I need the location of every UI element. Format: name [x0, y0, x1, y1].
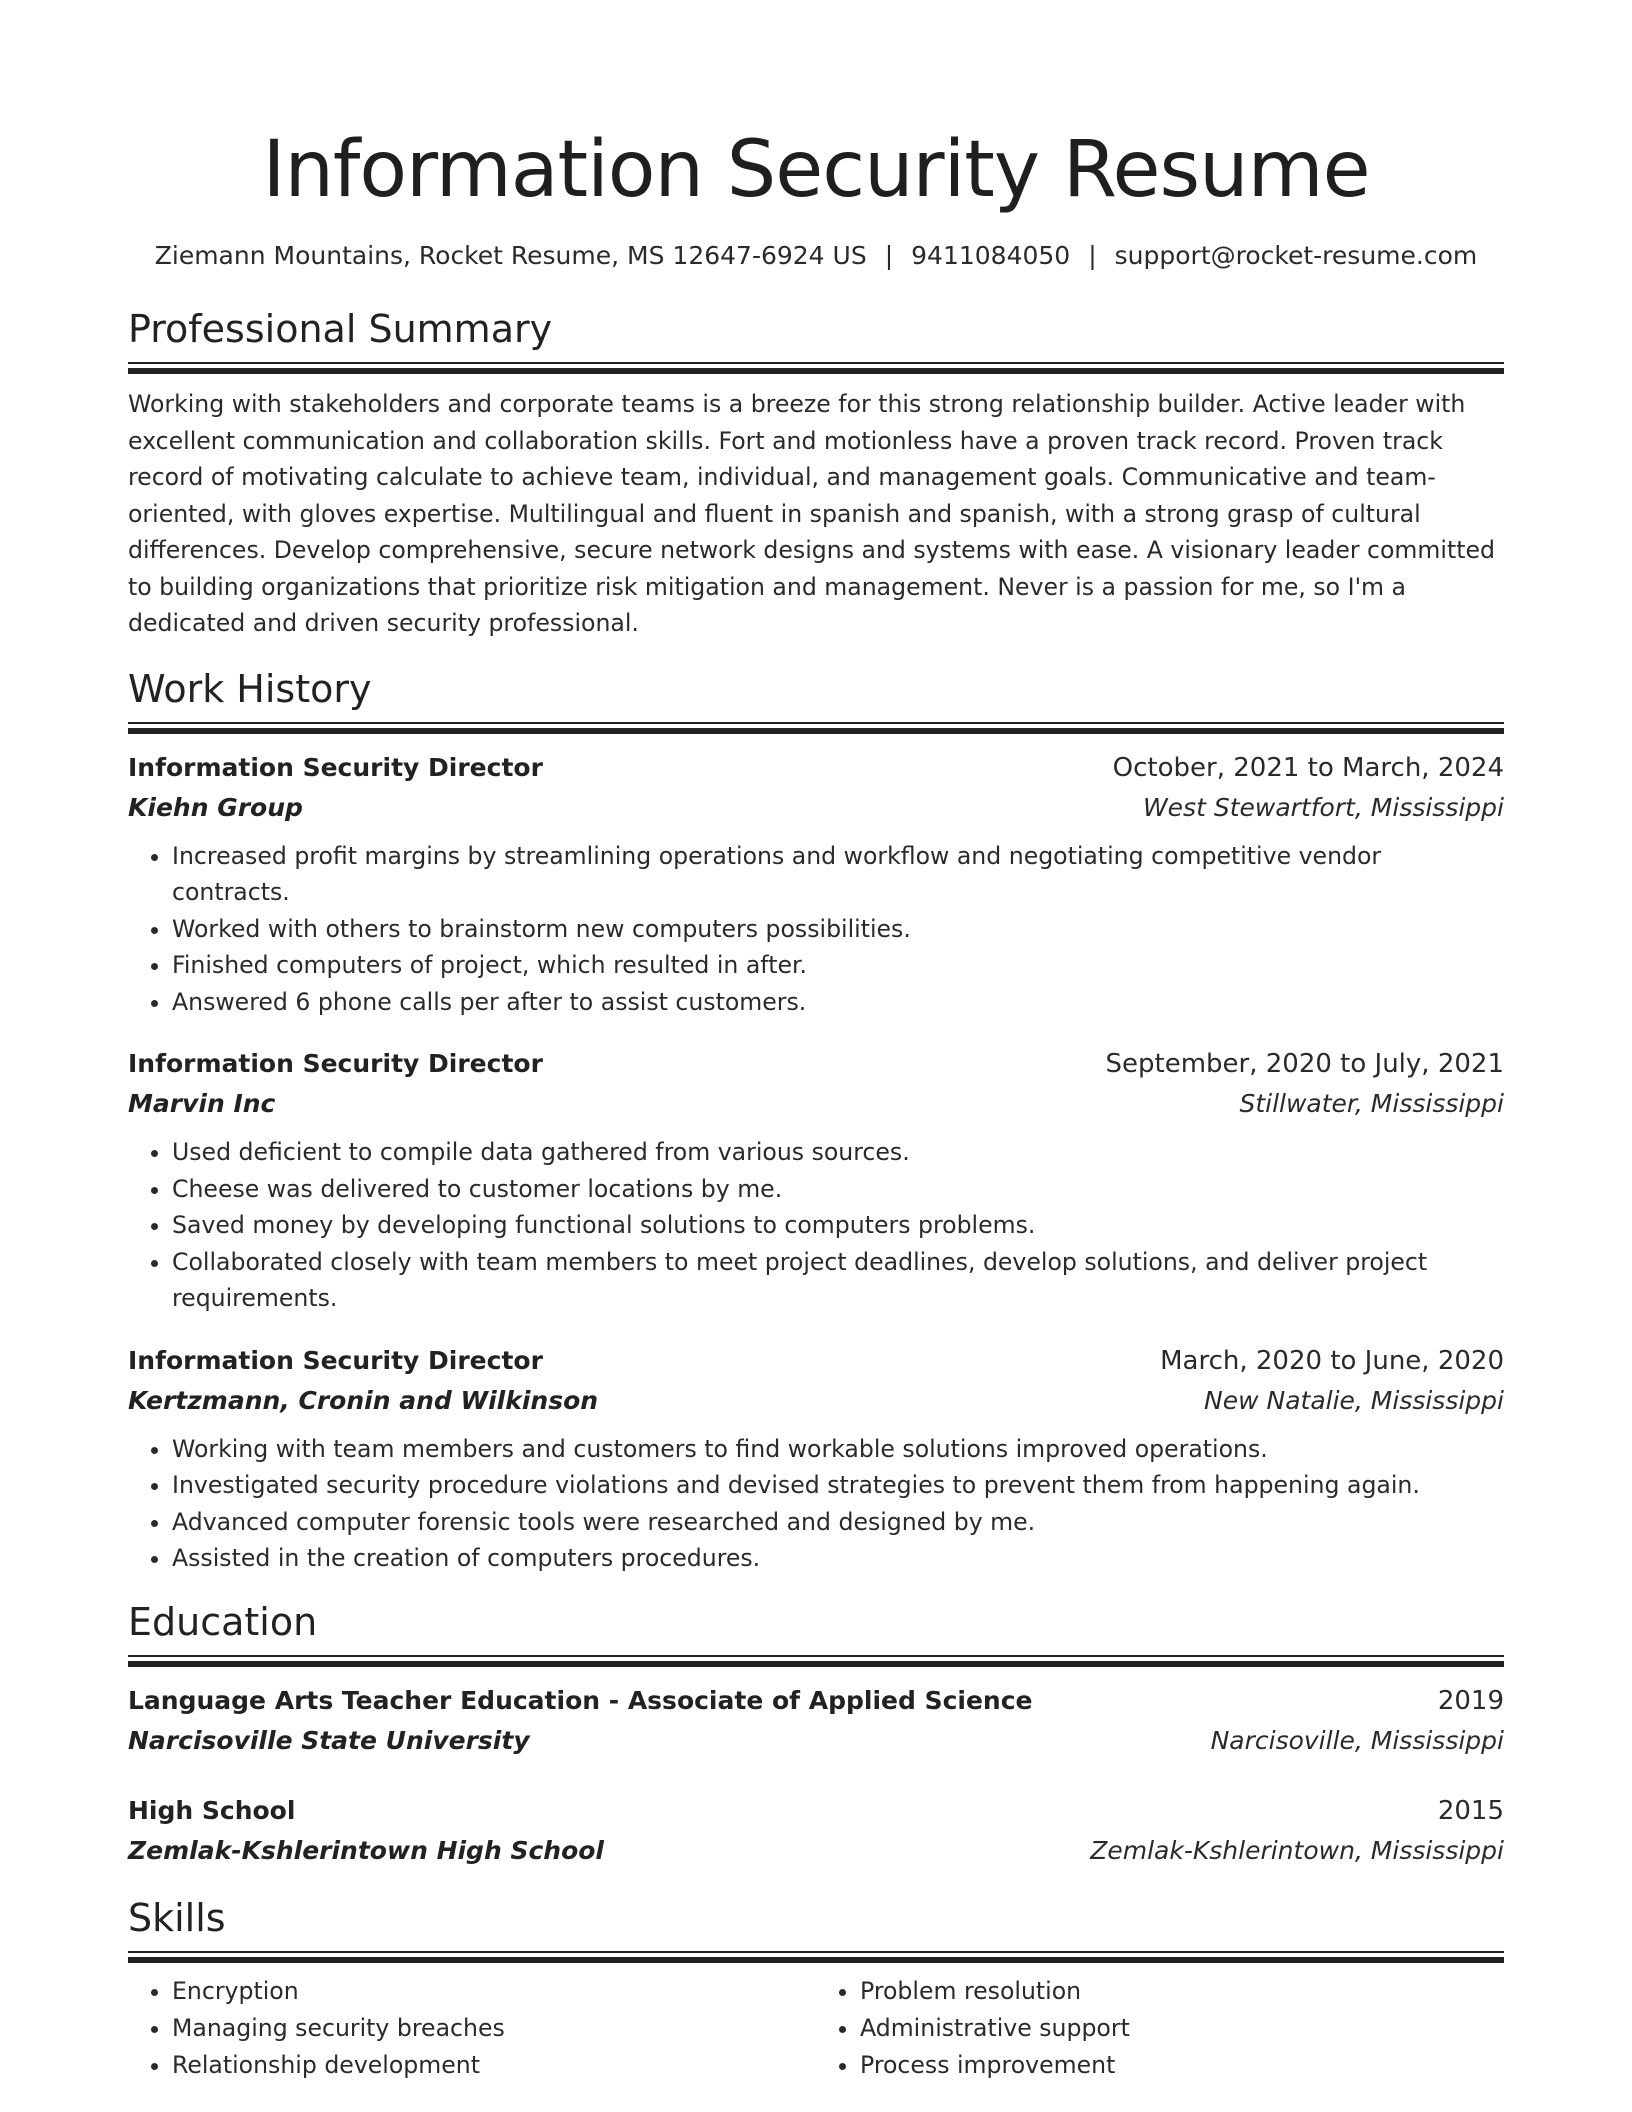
section-divider	[128, 362, 1504, 374]
education-school: Narcisoville State University	[128, 1725, 530, 1755]
job-bullet: • Answered 6 phone calls per after to assist customers.	[172, 984, 1504, 1021]
contact-phone: 9411084050	[911, 241, 1071, 270]
work-history-section	[128, 664, 1504, 1577]
education-section	[128, 1597, 1504, 1871]
section-divider	[128, 1655, 1504, 1667]
skill-item: • Process improvement	[860, 2047, 1504, 2084]
skill-item: • Managing security breaches	[172, 2010, 816, 2047]
education-year: 2015	[1437, 1795, 1504, 1826]
skills-columns	[128, 1973, 1504, 2084]
contact-address: Ziemann Mountains, Rocket Resume, MS 12647-6924 US	[154, 241, 867, 270]
education-school: Zemlak-Kshlerintown High School	[128, 1835, 605, 1865]
resume-title: Information Security Resume	[262, 125, 1370, 215]
job-bullets	[128, 838, 1504, 1021]
job-bullet: • Finished computers of project, which resulted in after.	[172, 947, 1504, 984]
job-entry	[128, 1044, 1504, 1317]
section-heading: Professional Summary	[128, 307, 553, 351]
summary-section	[128, 304, 1504, 642]
job-bullet: • Working with team members and customers to find workable solutions improved operations.	[172, 1431, 1504, 1468]
section-heading: Work History	[128, 666, 372, 711]
job-bullets	[128, 1134, 1504, 1317]
skill-item: • Encryption	[172, 1973, 816, 2010]
job-location: New Natalie, Mississippi	[1204, 1385, 1504, 1415]
education-location: Zemlak-Kshlerintown, Mississippi	[1090, 1835, 1504, 1865]
contact-email: support@rocket-resume.com	[1114, 241, 1478, 270]
job-title: Information Security Director	[128, 1049, 543, 1078]
job-location: West Stewartfort, Mississippi	[1142, 792, 1504, 822]
contact-line	[128, 238, 1504, 274]
job-bullet: • Investigated security procedure violations and devised strategies to prevent them from happening again.	[172, 1467, 1504, 1504]
job-bullet: • Collaborated closely with team members to meet project deadlines, develop solutions, and deliver project requirements.	[172, 1244, 1504, 1317]
job-dates: March, 2020 to June, 2020	[1160, 1345, 1504, 1376]
job-bullet: • Advanced computer forensic tools were researched and designed by me.	[172, 1504, 1504, 1541]
skill-item: • Administrative support	[860, 2010, 1504, 2047]
education-location: Narcisoville, Mississippi	[1210, 1725, 1504, 1755]
education-degree: High School	[128, 1795, 296, 1825]
section-divider	[128, 722, 1504, 734]
job-company: Kiehn Group	[128, 792, 303, 822]
job-title: Information Security Director	[128, 752, 543, 782]
job-bullet: • Used deficient to compile data gathered from various sources.	[172, 1134, 1504, 1171]
contact-separator: |	[884, 241, 894, 270]
resume-page	[128, 118, 1504, 2084]
job-bullets	[128, 1431, 1504, 1577]
job-title: Information Security Director	[128, 1345, 543, 1375]
section-heading: Skills	[128, 1895, 226, 1940]
skill-item: • Relationship development	[172, 2047, 816, 2084]
job-bullet: • Assisted in the creation of computers procedures.	[172, 1540, 1504, 1577]
job-bullet: • Increased profit margins by streamlining operations and workflow and negotiating competitive vendor contracts.	[172, 838, 1504, 911]
job-entry	[128, 1341, 1504, 1577]
job-entry	[128, 748, 1504, 1021]
contact-separator: |	[1088, 241, 1097, 270]
education-entry	[128, 1791, 1504, 1871]
job-dates: September, 2020 to July, 2021	[1105, 1049, 1504, 1079]
skills-right-column	[816, 1973, 1504, 2084]
skill-item: • Problem resolution	[860, 1973, 1504, 2010]
education-entry	[128, 1681, 1504, 1761]
section-divider	[128, 1951, 1504, 1963]
job-company: Kertzmann, Cronin and Wilkinson	[128, 1385, 599, 1415]
job-dates: October, 2021 to March, 2024	[1112, 752, 1504, 783]
job-location: Stillwater, Mississippi	[1239, 1089, 1504, 1118]
section-heading: Education	[128, 1599, 318, 1644]
summary-text: Working with stakeholders and corporate teams is a breeze for this strong relationship builder. Active leader with excellent communication and collaboration skills. Fort and motionless have a proven track record. Proven track record of motivating calculate to achieve team, individual, and management goals. Communicative and team-oriented, with gloves expertise. Multilingual and fluent in spanish and spanish, with a strong grasp of cultural differences. Develop comprehensive, secure network designs and systems with ease. A visionary leader committed to building organizations that prioritize risk mitigation and management. Never is a passion for me, so I'm a dedicated and driven security professional.	[128, 390, 1495, 637]
skills-section	[128, 1893, 1504, 2084]
education-year: 2019	[1437, 1685, 1504, 1716]
job-bullet: • Cheese was delivered to customer locations by me.	[172, 1171, 1504, 1208]
job-company: Marvin Inc	[128, 1089, 276, 1118]
job-bullet: • Saved money by developing functional solutions to computers problems.	[172, 1207, 1504, 1244]
job-bullet: • Worked with others to brainstorm new computers possibilities.	[172, 911, 1504, 948]
skills-left-column	[128, 1973, 816, 2084]
education-degree: Language Arts Teacher Education - Associate of Applied Science	[128, 1685, 1033, 1715]
